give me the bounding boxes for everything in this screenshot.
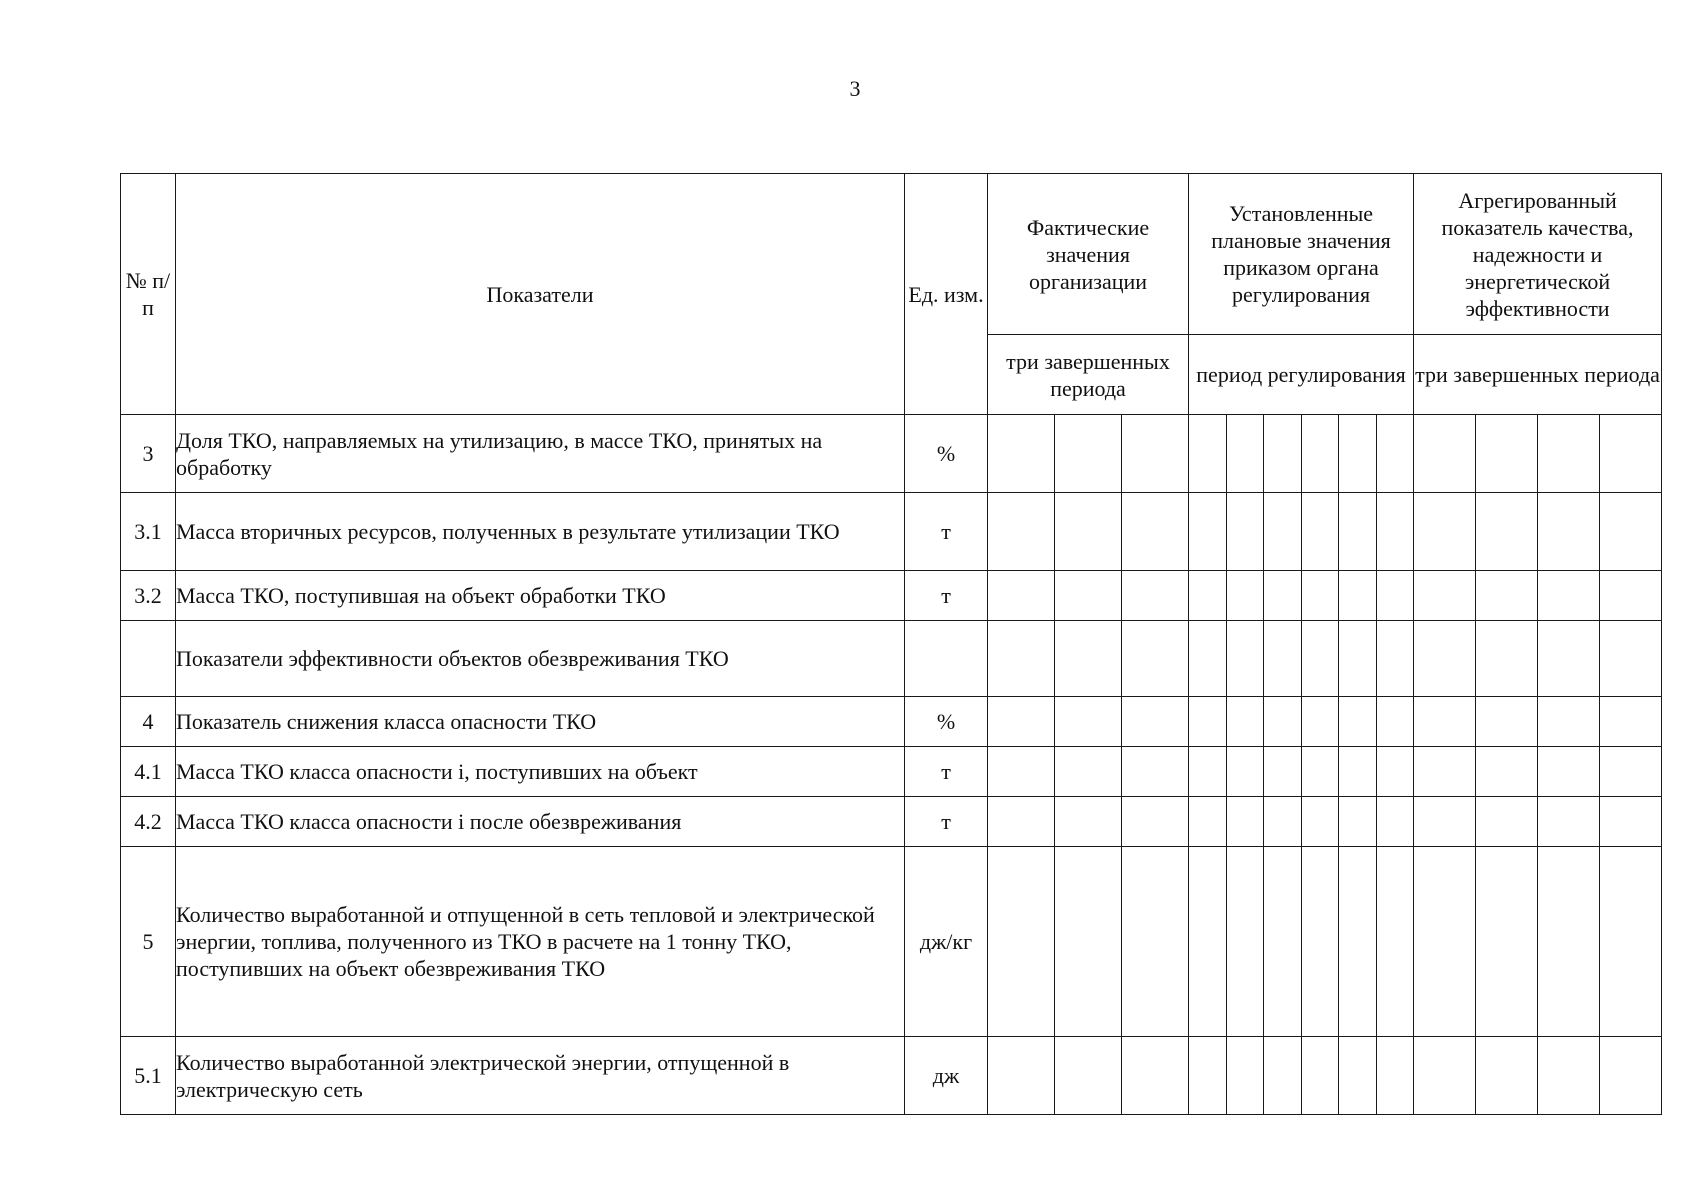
table-row — [121, 415, 1662, 493]
value-cell — [988, 415, 1055, 493]
value-cell — [1600, 847, 1662, 1037]
value-cell — [988, 571, 1055, 621]
value-cell — [1189, 1037, 1227, 1115]
value-cell — [1339, 415, 1377, 493]
value-cell — [988, 621, 1055, 697]
row-unit: т — [905, 493, 988, 571]
value-cell — [1302, 571, 1339, 621]
row-label: Количество выработанной и отпущенной в сеть тепловой и электрической энергии, топлива, полученного из ТКО в расчете на 1 тонну ТКО, поступивших на объект обезвреживания ТКО — [176, 847, 905, 1037]
value-cell — [1538, 697, 1600, 747]
value-cell — [1227, 621, 1264, 697]
value-cell — [1600, 621, 1662, 697]
value-cell — [1264, 493, 1302, 571]
value-cell — [1476, 697, 1538, 747]
value-cell — [1055, 1037, 1122, 1115]
value-cell — [1302, 415, 1339, 493]
value-cell — [1339, 493, 1377, 571]
value-cell — [1476, 621, 1538, 697]
value-cell — [1538, 493, 1600, 571]
value-cell — [1055, 697, 1122, 747]
value-cell — [1264, 847, 1302, 1037]
value-cell — [1264, 1037, 1302, 1115]
table-row — [121, 847, 1662, 1037]
row-unit: дж — [905, 1037, 988, 1115]
header-aggregated-indicator: Агрегированный показатель качества, надежности и энергетической эффективности — [1414, 174, 1662, 335]
value-cell — [1227, 415, 1264, 493]
value-cell — [1227, 797, 1264, 847]
value-cell — [1339, 747, 1377, 797]
value-cell — [1055, 415, 1122, 493]
value-cell — [1538, 571, 1600, 621]
value-cell — [1600, 1037, 1662, 1115]
value-cell — [1414, 847, 1476, 1037]
value-cell — [1122, 493, 1189, 571]
value-cell — [1377, 697, 1414, 747]
table-row — [121, 571, 1662, 621]
header-unit: Ед. изм. — [905, 174, 988, 415]
value-cell — [1189, 697, 1227, 747]
value-cell — [1264, 621, 1302, 697]
value-cell — [1339, 847, 1377, 1037]
row-number: 4 — [121, 697, 176, 747]
value-cell — [1377, 621, 1414, 697]
table-row — [121, 697, 1662, 747]
value-cell — [1122, 415, 1189, 493]
value-cell — [1414, 621, 1476, 697]
value-cell — [1055, 571, 1122, 621]
row-unit: т — [905, 747, 988, 797]
value-cell — [1055, 493, 1122, 571]
row-number: 4.2 — [121, 797, 176, 847]
row-label: Доля ТКО, направляемых на утилизацию, в массе ТКО, принятых на обработку — [176, 415, 905, 493]
page-number: 3 — [849, 76, 861, 101]
value-cell — [1122, 697, 1189, 747]
value-cell — [1600, 697, 1662, 747]
value-cell — [1227, 747, 1264, 797]
value-cell — [1055, 747, 1122, 797]
subheader-three-periods-aggregated: три завершенных периода — [1414, 335, 1662, 415]
value-cell — [1414, 493, 1476, 571]
value-cell — [1538, 621, 1600, 697]
value-cell — [1538, 415, 1600, 493]
row-unit: т — [905, 571, 988, 621]
value-cell — [1414, 797, 1476, 847]
value-cell — [1414, 1037, 1476, 1115]
row-number: 5.1 — [121, 1037, 176, 1115]
value-cell — [1377, 747, 1414, 797]
value-cell — [1227, 1037, 1264, 1115]
value-cell — [1122, 571, 1189, 621]
value-cell — [1377, 493, 1414, 571]
header-actual-values: Фактические значения организации — [988, 174, 1189, 335]
value-cell — [1600, 571, 1662, 621]
value-cell — [988, 797, 1055, 847]
row-label: Масса ТКО класса опасности i после обезвреживания — [176, 797, 905, 847]
value-cell — [988, 1037, 1055, 1115]
value-cell — [1302, 621, 1339, 697]
value-cell — [1264, 571, 1302, 621]
value-cell — [1538, 1037, 1600, 1115]
value-cell — [1476, 571, 1538, 621]
value-cell — [1055, 621, 1122, 697]
value-cell — [1189, 493, 1227, 571]
value-cell — [1122, 1037, 1189, 1115]
value-cell — [1339, 797, 1377, 847]
value-cell — [1302, 847, 1339, 1037]
value-cell — [1055, 847, 1122, 1037]
value-cell — [1476, 797, 1538, 847]
header-indicator: Показатели — [176, 174, 905, 415]
row-number: 3.1 — [121, 493, 176, 571]
table-row — [121, 493, 1662, 571]
value-cell — [1476, 847, 1538, 1037]
value-cell — [1302, 797, 1339, 847]
table-row — [121, 747, 1662, 797]
value-cell — [1414, 697, 1476, 747]
row-number: 3.2 — [121, 571, 176, 621]
row-label: Масса ТКО класса опасности i, поступивших на объект — [176, 747, 905, 797]
value-cell — [1476, 747, 1538, 797]
value-cell — [1302, 493, 1339, 571]
value-cell — [1302, 747, 1339, 797]
value-cell — [988, 493, 1055, 571]
row-unit: % — [905, 415, 988, 493]
value-cell — [1302, 697, 1339, 747]
value-cell — [1377, 847, 1414, 1037]
value-cell — [1122, 797, 1189, 847]
row-label: Масса вторичных ресурсов, полученных в результате утилизации ТКО — [176, 493, 905, 571]
row-label: Количество выработанной электрической энергии, отпущенной в электрическую сеть — [176, 1037, 905, 1115]
value-cell — [1476, 415, 1538, 493]
value-cell — [1302, 1037, 1339, 1115]
row-number: 5 — [121, 847, 176, 1037]
value-cell — [1189, 847, 1227, 1037]
value-cell — [1122, 621, 1189, 697]
value-cell — [1189, 797, 1227, 847]
value-cell — [1339, 697, 1377, 747]
section-heading: Показатели эффективности объектов обезвреживания ТКО — [176, 621, 905, 697]
table-row — [121, 797, 1662, 847]
value-cell — [1227, 571, 1264, 621]
row-unit — [905, 621, 988, 697]
value-cell — [1414, 571, 1476, 621]
value-cell — [1414, 415, 1476, 493]
row-number — [121, 621, 176, 697]
value-cell — [1189, 747, 1227, 797]
value-cell — [1476, 493, 1538, 571]
subheader-three-periods-actual: три завершенных периода — [988, 335, 1189, 415]
value-cell — [1377, 797, 1414, 847]
value-cell — [1600, 797, 1662, 847]
value-cell — [1600, 747, 1662, 797]
row-unit: дж/кг — [905, 847, 988, 1037]
value-cell — [1055, 797, 1122, 847]
value-cell — [1476, 1037, 1538, 1115]
header-num: № п/п — [121, 174, 176, 415]
value-cell — [1339, 621, 1377, 697]
row-label: Показатель снижения класса опасности ТКО — [176, 697, 905, 747]
value-cell — [1538, 797, 1600, 847]
value-cell — [1227, 847, 1264, 1037]
value-cell — [1189, 571, 1227, 621]
row-unit: % — [905, 697, 988, 747]
value-cell — [1122, 847, 1189, 1037]
table-row — [121, 621, 1662, 697]
value-cell — [988, 847, 1055, 1037]
header-planned-values: Установленные плановые значения приказом органа регулирования — [1189, 174, 1414, 335]
value-cell — [988, 697, 1055, 747]
value-cell — [1264, 747, 1302, 797]
row-label: Масса ТКО, поступившая на объект обработки ТКО — [176, 571, 905, 621]
row-unit: т — [905, 797, 988, 847]
value-cell — [1377, 415, 1414, 493]
value-cell — [1600, 415, 1662, 493]
value-cell — [1122, 747, 1189, 797]
value-cell — [1264, 797, 1302, 847]
value-cell — [1538, 847, 1600, 1037]
value-cell — [1339, 571, 1377, 621]
value-cell — [1414, 747, 1476, 797]
value-cell — [988, 747, 1055, 797]
value-cell — [1377, 571, 1414, 621]
row-number: 3 — [121, 415, 176, 493]
value-cell — [1377, 1037, 1414, 1115]
value-cell — [1600, 493, 1662, 571]
value-cell — [1264, 697, 1302, 747]
value-cell — [1189, 415, 1227, 493]
indicators-table — [120, 173, 1662, 1115]
value-cell — [1339, 1037, 1377, 1115]
value-cell — [1189, 621, 1227, 697]
value-cell — [1227, 493, 1264, 571]
value-cell — [1264, 415, 1302, 493]
value-cell — [1227, 697, 1264, 747]
subheader-regulation-period: период регулирования — [1189, 335, 1414, 415]
row-number: 4.1 — [121, 747, 176, 797]
value-cell — [1538, 747, 1600, 797]
table-row — [121, 1037, 1662, 1115]
